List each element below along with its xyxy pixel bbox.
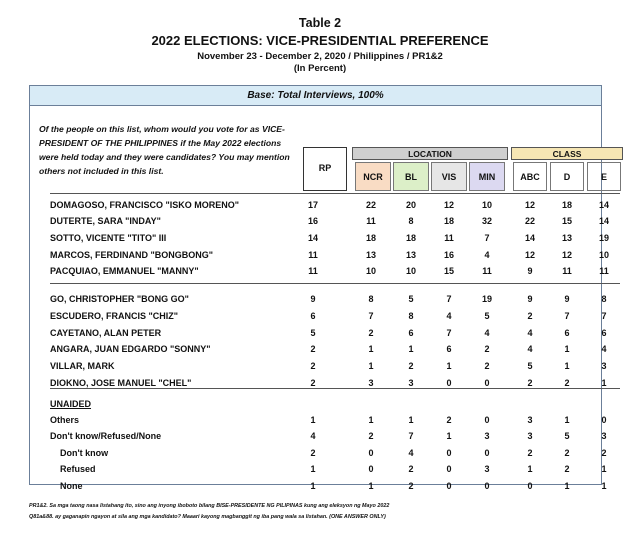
row-cell: 14 bbox=[524, 233, 535, 243]
divider bbox=[50, 388, 620, 389]
column-header-bl: BL bbox=[393, 162, 429, 191]
divider bbox=[50, 283, 620, 284]
unaided-row-cell: 4 bbox=[310, 431, 316, 441]
unaided-row-label: None bbox=[60, 481, 83, 491]
column-header-abc: ABC bbox=[513, 162, 547, 191]
results-table bbox=[29, 85, 609, 491]
row-cell: 12 bbox=[443, 200, 454, 210]
row-cell: 1 bbox=[564, 361, 570, 371]
row-cell: 6 bbox=[601, 328, 607, 338]
row-cell: 14 bbox=[598, 200, 609, 210]
unaided-row-cell: 0 bbox=[446, 448, 452, 458]
row-cell: 13 bbox=[405, 250, 416, 260]
row-cell: 8 bbox=[368, 294, 374, 304]
column-header-ncr: NCR bbox=[355, 162, 391, 191]
unaided-row-cell: 3 bbox=[484, 431, 490, 441]
row-cell: 18 bbox=[561, 200, 572, 210]
unaided-row-label: Refused bbox=[60, 464, 96, 474]
unaided-row-cell: 3 bbox=[484, 464, 490, 474]
row-cell: 12 bbox=[561, 250, 572, 260]
row-cell: 15 bbox=[561, 216, 572, 226]
row-cell: 1 bbox=[368, 344, 374, 354]
row-cell: 2 bbox=[310, 361, 316, 371]
row-cell: 9 bbox=[310, 294, 316, 304]
row-cell: 11 bbox=[482, 266, 492, 276]
unit-note: (In Percent) bbox=[293, 63, 347, 74]
unaided-row-cell: 2 bbox=[408, 481, 414, 491]
row-label: MARCOS, FERDINAND "BONGBONG" bbox=[50, 250, 214, 260]
row-cell: 32 bbox=[481, 216, 492, 226]
row-cell: 7 bbox=[446, 294, 452, 304]
row-cell: 12 bbox=[524, 250, 535, 260]
row-label: PACQUIAO, EMMANUEL "MANNY" bbox=[50, 266, 199, 276]
row-label: GO, CHRISTOPHER "BONG GO" bbox=[50, 294, 189, 304]
row-cell: 9 bbox=[527, 266, 533, 276]
row-cell: 10 bbox=[481, 200, 492, 210]
row-cell: 2 bbox=[408, 361, 414, 371]
row-cell: 19 bbox=[598, 233, 609, 243]
column-header-e: E bbox=[587, 162, 621, 191]
row-cell: 9 bbox=[564, 294, 570, 304]
row-cell: 11 bbox=[599, 266, 609, 276]
row-cell: 2 bbox=[484, 344, 490, 354]
row-cell: 11 bbox=[366, 216, 376, 226]
row-cell: 11 bbox=[444, 233, 454, 243]
row-cell: 2 bbox=[310, 378, 316, 388]
row-cell: 3 bbox=[408, 378, 414, 388]
row-cell: 1 bbox=[446, 361, 452, 371]
row-cell: 2 bbox=[564, 378, 570, 388]
unaided-row-cell: 1 bbox=[310, 464, 316, 474]
unaided-row-cell: 1 bbox=[601, 481, 607, 491]
row-cell: 20 bbox=[405, 200, 416, 210]
row-label: ANGARA, JUAN EDGARDO "SONNY" bbox=[50, 344, 211, 354]
row-cell: 7 bbox=[446, 328, 452, 338]
row-cell: 6 bbox=[564, 328, 570, 338]
unaided-row-cell: 0 bbox=[368, 464, 374, 474]
row-label: ESCUDERO, FRANCIS "CHIZ" bbox=[50, 311, 179, 321]
row-cell: 5 bbox=[484, 311, 490, 321]
row-cell: 2 bbox=[368, 328, 374, 338]
row-cell: 5 bbox=[527, 361, 533, 371]
column-header-min: MIN bbox=[469, 162, 505, 191]
unaided-row-cell: 2 bbox=[408, 464, 414, 474]
row-cell: 8 bbox=[408, 311, 414, 321]
row-cell: 19 bbox=[481, 294, 492, 304]
unaided-row-cell: 4 bbox=[408, 448, 414, 458]
unaided-row-cell: 3 bbox=[527, 415, 533, 425]
row-cell: 18 bbox=[443, 216, 454, 226]
row-cell: 10 bbox=[365, 266, 376, 276]
row-cell: 8 bbox=[408, 216, 414, 226]
row-cell: 4 bbox=[446, 311, 452, 321]
unaided-row-cell: 1 bbox=[564, 481, 570, 491]
row-cell: 12 bbox=[524, 200, 535, 210]
column-header-d: D bbox=[550, 162, 584, 191]
unaided-row-cell: 2 bbox=[368, 431, 374, 441]
row-cell: 4 bbox=[527, 328, 533, 338]
unaided-row-label: Don't know bbox=[60, 448, 109, 458]
unaided-row-label: Others bbox=[50, 415, 80, 425]
row-cell: 16 bbox=[307, 216, 318, 226]
unaided-row-cell: 1 bbox=[601, 464, 607, 474]
unaided-row-cell: 1 bbox=[310, 415, 316, 425]
unaided-row-cell: 2 bbox=[446, 415, 452, 425]
row-cell: 1 bbox=[564, 344, 570, 354]
unaided-row-cell: 2 bbox=[527, 448, 533, 458]
row-cell: 18 bbox=[405, 233, 416, 243]
unaided-row-cell: 2 bbox=[310, 448, 316, 458]
row-cell: 7 bbox=[601, 311, 607, 321]
unaided-row-cell: 0 bbox=[527, 481, 533, 491]
unaided-row-cell: 0 bbox=[484, 481, 490, 491]
row-cell: 1 bbox=[368, 361, 374, 371]
row-label: VILLAR, MARK bbox=[50, 361, 115, 371]
unaided-row-cell: 3 bbox=[527, 431, 533, 441]
row-cell: 18 bbox=[365, 233, 376, 243]
unaided-row-cell: 1 bbox=[446, 431, 452, 441]
unaided-row-cell: 1 bbox=[310, 481, 316, 491]
row-cell: 6 bbox=[446, 344, 452, 354]
footnote-line-2: Q81a&88. ay gaganapin ngayon at sila ang mga kandidato? Maaari kayong magbanggit ng iba pang wala sa listahan. (ONE ANSWER ONLY) bbox=[29, 514, 386, 520]
row-cell: 16 bbox=[443, 250, 454, 260]
column-header-vis: VIS bbox=[431, 162, 467, 191]
row-cell: 1 bbox=[408, 344, 414, 354]
row-label: DIOKNO, JOSE MANUEL "CHEL" bbox=[50, 378, 192, 388]
row-cell: 22 bbox=[365, 200, 376, 210]
row-cell: 15 bbox=[443, 266, 454, 276]
unaided-row-cell: 0 bbox=[484, 415, 490, 425]
footnote-line-1: PR1&2. Sa mga taong nasa listahang ito, sino ang inyong iboboto bilang BISE-PRESIDENTE NG PILIPINAS kung ang eleksyon ng Mayo 2022 bbox=[29, 503, 390, 509]
unaided-row-cell: 5 bbox=[564, 431, 570, 441]
row-cell: 11 bbox=[562, 266, 572, 276]
row-cell: 13 bbox=[365, 250, 376, 260]
row-label: DUTERTE, SARA "INDAY" bbox=[50, 216, 161, 226]
row-cell: 3 bbox=[601, 361, 607, 371]
column-header-rp: RP bbox=[303, 147, 347, 191]
unaided-row-cell: 2 bbox=[564, 448, 570, 458]
row-cell: 10 bbox=[405, 266, 416, 276]
base-banner: Base: Total Interviews, 100% bbox=[30, 86, 601, 106]
row-cell: 17 bbox=[307, 200, 318, 210]
group-header-class: CLASS bbox=[511, 147, 623, 160]
row-cell: 4 bbox=[484, 328, 490, 338]
row-cell: 11 bbox=[308, 266, 318, 276]
row-cell: 6 bbox=[408, 328, 414, 338]
unaided-row-cell: 1 bbox=[368, 481, 374, 491]
row-cell: 8 bbox=[601, 294, 607, 304]
row-cell: 5 bbox=[310, 328, 316, 338]
row-cell: 7 bbox=[368, 311, 374, 321]
row-cell: 4 bbox=[527, 344, 533, 354]
unaided-row-cell: 3 bbox=[601, 431, 607, 441]
row-cell: 22 bbox=[524, 216, 535, 226]
row-cell: 14 bbox=[598, 216, 609, 226]
unaided-row-cell: 2 bbox=[564, 464, 570, 474]
row-cell: 2 bbox=[527, 378, 533, 388]
unaided-row-cell: 1 bbox=[408, 415, 414, 425]
table-title: 2022 ELECTIONS: VICE-PRESIDENTIAL PREFERENCE bbox=[151, 33, 489, 48]
unaided-row-cell: 7 bbox=[408, 431, 414, 441]
survey-dates: November 23 - December 2, 2020 / Philippines / PR1&2 bbox=[197, 51, 443, 62]
row-cell: 2 bbox=[310, 344, 316, 354]
row-cell: 4 bbox=[601, 344, 607, 354]
divider bbox=[50, 193, 620, 194]
row-cell: 11 bbox=[308, 250, 318, 260]
row-cell: 4 bbox=[484, 250, 490, 260]
row-cell: 5 bbox=[408, 294, 414, 304]
unaided-row-cell: 1 bbox=[368, 415, 374, 425]
row-cell: 0 bbox=[484, 378, 490, 388]
row-label: DOMAGOSO, FRANCISCO "ISKO MORENO" bbox=[50, 200, 240, 210]
row-cell: 10 bbox=[598, 250, 609, 260]
table-number: Table 2 bbox=[298, 16, 342, 30]
unaided-row-label: Don't know/Refused/None bbox=[50, 431, 162, 441]
row-cell: 2 bbox=[527, 311, 533, 321]
survey-question: Of the people on this list, whom would you vote for as VICE-PRESIDENT OF THE PHILIPPINES if the May 2022 elections were held today and they were candidates? You may mention others not included in this list. bbox=[39, 124, 290, 176]
unaided-row-cell: 0 bbox=[446, 464, 452, 474]
row-cell: 2 bbox=[484, 361, 490, 371]
row-cell: 7 bbox=[484, 233, 490, 243]
row-cell: 0 bbox=[446, 378, 452, 388]
row-cell: 6 bbox=[310, 311, 316, 321]
row-label: CAYETANO, ALAN PETER bbox=[50, 328, 162, 338]
row-label: SOTTO, VICENTE "TITO" III bbox=[50, 233, 167, 243]
unaided-row-cell: 0 bbox=[484, 448, 490, 458]
row-cell: 1 bbox=[601, 378, 607, 388]
unaided-row-cell: 0 bbox=[368, 448, 374, 458]
unaided-row-cell: 2 bbox=[601, 448, 607, 458]
unaided-row-cell: 0 bbox=[446, 481, 452, 491]
row-cell: 3 bbox=[368, 378, 374, 388]
row-cell: 7 bbox=[564, 311, 570, 321]
row-cell: 13 bbox=[561, 233, 572, 243]
row-cell: 14 bbox=[307, 233, 318, 243]
unaided-row-cell: 0 bbox=[601, 415, 607, 425]
row-cell: 9 bbox=[527, 294, 533, 304]
group-header-location: LOCATION bbox=[352, 147, 508, 160]
unaided-row-cell: 1 bbox=[564, 415, 570, 425]
unaided-heading: UNAIDED bbox=[50, 399, 92, 409]
unaided-row-cell: 1 bbox=[527, 464, 533, 474]
